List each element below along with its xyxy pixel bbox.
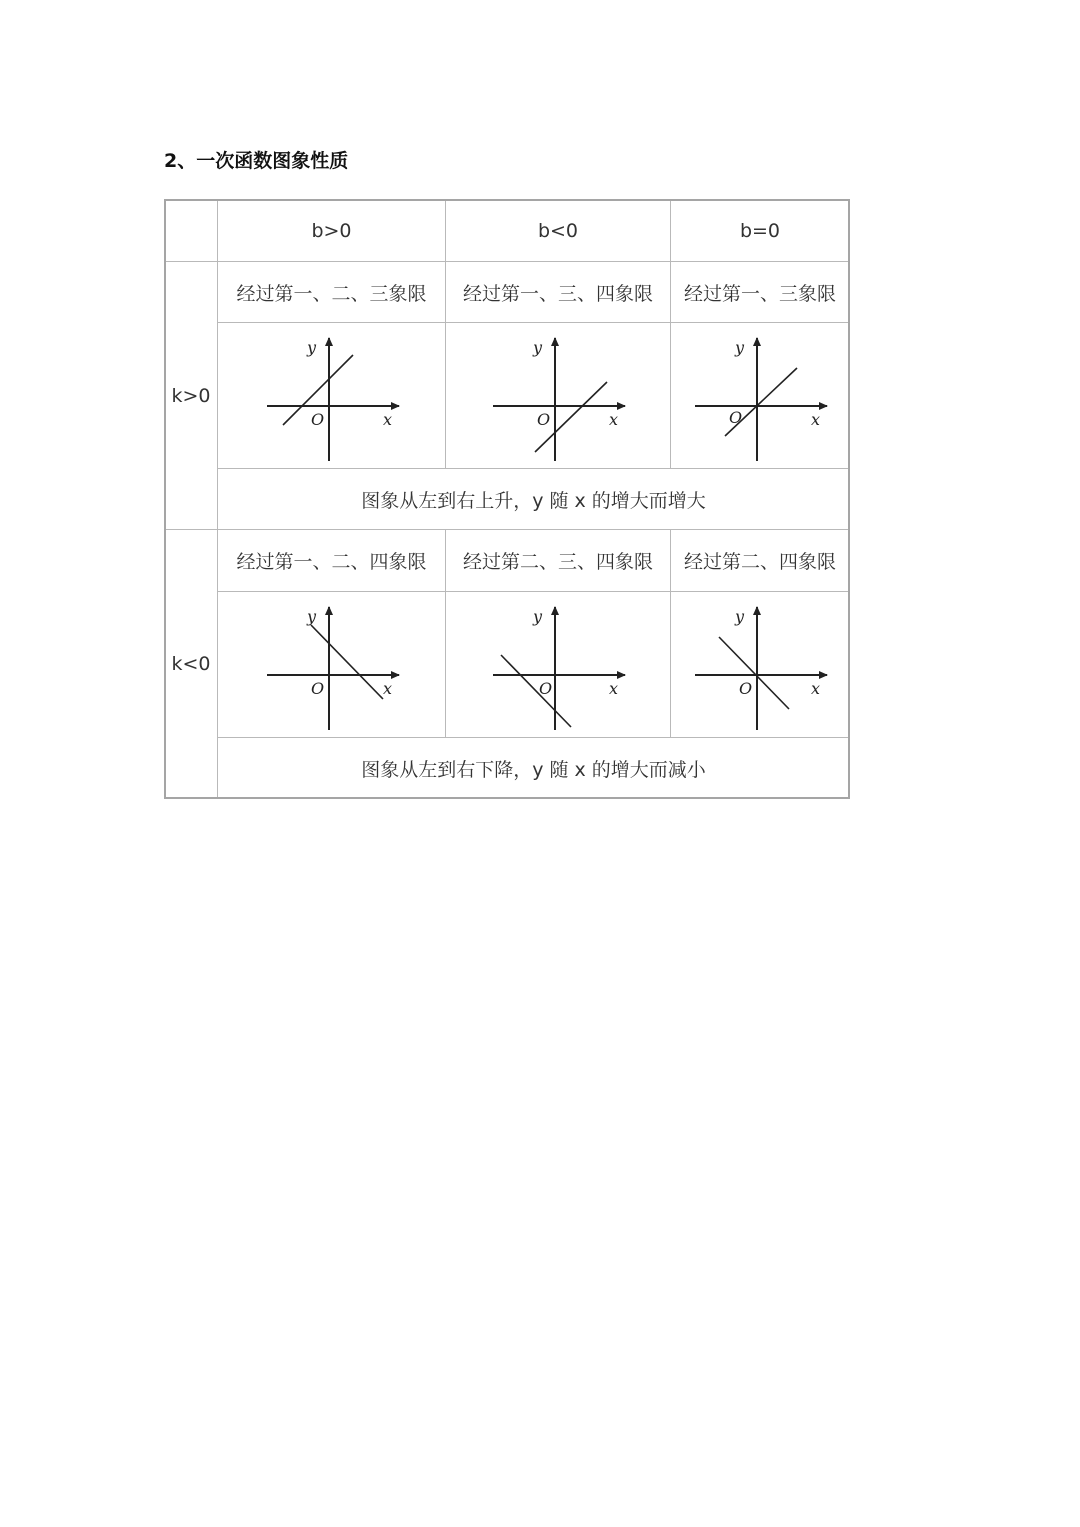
y-axis-label: y: [306, 338, 316, 357]
function-line: [719, 637, 789, 709]
x-axis-label: x: [811, 410, 821, 429]
graph-cell: [445, 591, 671, 738]
graph-cell: [217, 591, 446, 738]
y-axis-label: y: [735, 607, 745, 626]
line-graph-k-negative-b-negative: [483, 597, 633, 732]
graph-cell: [670, 591, 850, 738]
y-axis-label: y: [533, 338, 543, 357]
origin-label: O: [310, 679, 324, 698]
quadrant-text: 经过第二、四象限: [670, 529, 850, 592]
corner-cell: [164, 199, 218, 262]
y-axis-label: y: [533, 607, 543, 626]
x-axis-label: x: [382, 679, 392, 698]
origin-label: O: [729, 408, 743, 427]
graph-cell: [217, 322, 446, 469]
y-axis-label: y: [306, 607, 316, 626]
x-axis-label: x: [811, 679, 821, 698]
origin-label: O: [739, 679, 753, 698]
column-header-b-negative: b<0: [445, 199, 671, 262]
x-axis-label: x: [609, 410, 619, 429]
row-label-k-positive: k>0: [164, 261, 218, 530]
function-line: [501, 655, 571, 727]
line-graph-k-positive-b-negative: [483, 328, 633, 463]
graph-cell: [445, 322, 671, 469]
section-heading: 2、一次函数图象性质: [164, 150, 349, 172]
quadrant-text: 经过第一、二、四象限: [217, 529, 446, 592]
quadrant-text: 经过第一、二、三象限: [217, 261, 446, 323]
line-graph-k-positive-b-zero: [685, 328, 835, 463]
quadrant-text: 经过第二、三、四象限: [445, 529, 671, 592]
column-header-b-zero: b=0: [670, 199, 850, 262]
quadrant-text: 经过第一、三象限: [670, 261, 850, 323]
summary-text: 图象从左到右上升，y 随 x 的增大而增大: [217, 468, 850, 530]
line-graph-k-negative-b-zero: [685, 597, 835, 732]
summary-text: 图象从左到右下降，y 随 x 的增大而减小: [217, 737, 850, 799]
line-graph-k-positive-b-positive: [257, 328, 407, 463]
linear-function-properties-table: [164, 199, 850, 799]
origin-label: O: [537, 410, 551, 429]
graph-cell: [670, 322, 850, 469]
origin-label: O: [310, 410, 324, 429]
y-axis-label: y: [735, 338, 745, 357]
row-label-k-negative: k<0: [164, 529, 218, 799]
origin-label: O: [539, 679, 553, 698]
x-axis-label: x: [609, 679, 619, 698]
x-axis-label: x: [382, 410, 392, 429]
quadrant-text: 经过第一、三、四象限: [445, 261, 671, 323]
line-graph-k-negative-b-positive: [257, 597, 407, 732]
column-header-b-positive: b>0: [217, 199, 446, 262]
